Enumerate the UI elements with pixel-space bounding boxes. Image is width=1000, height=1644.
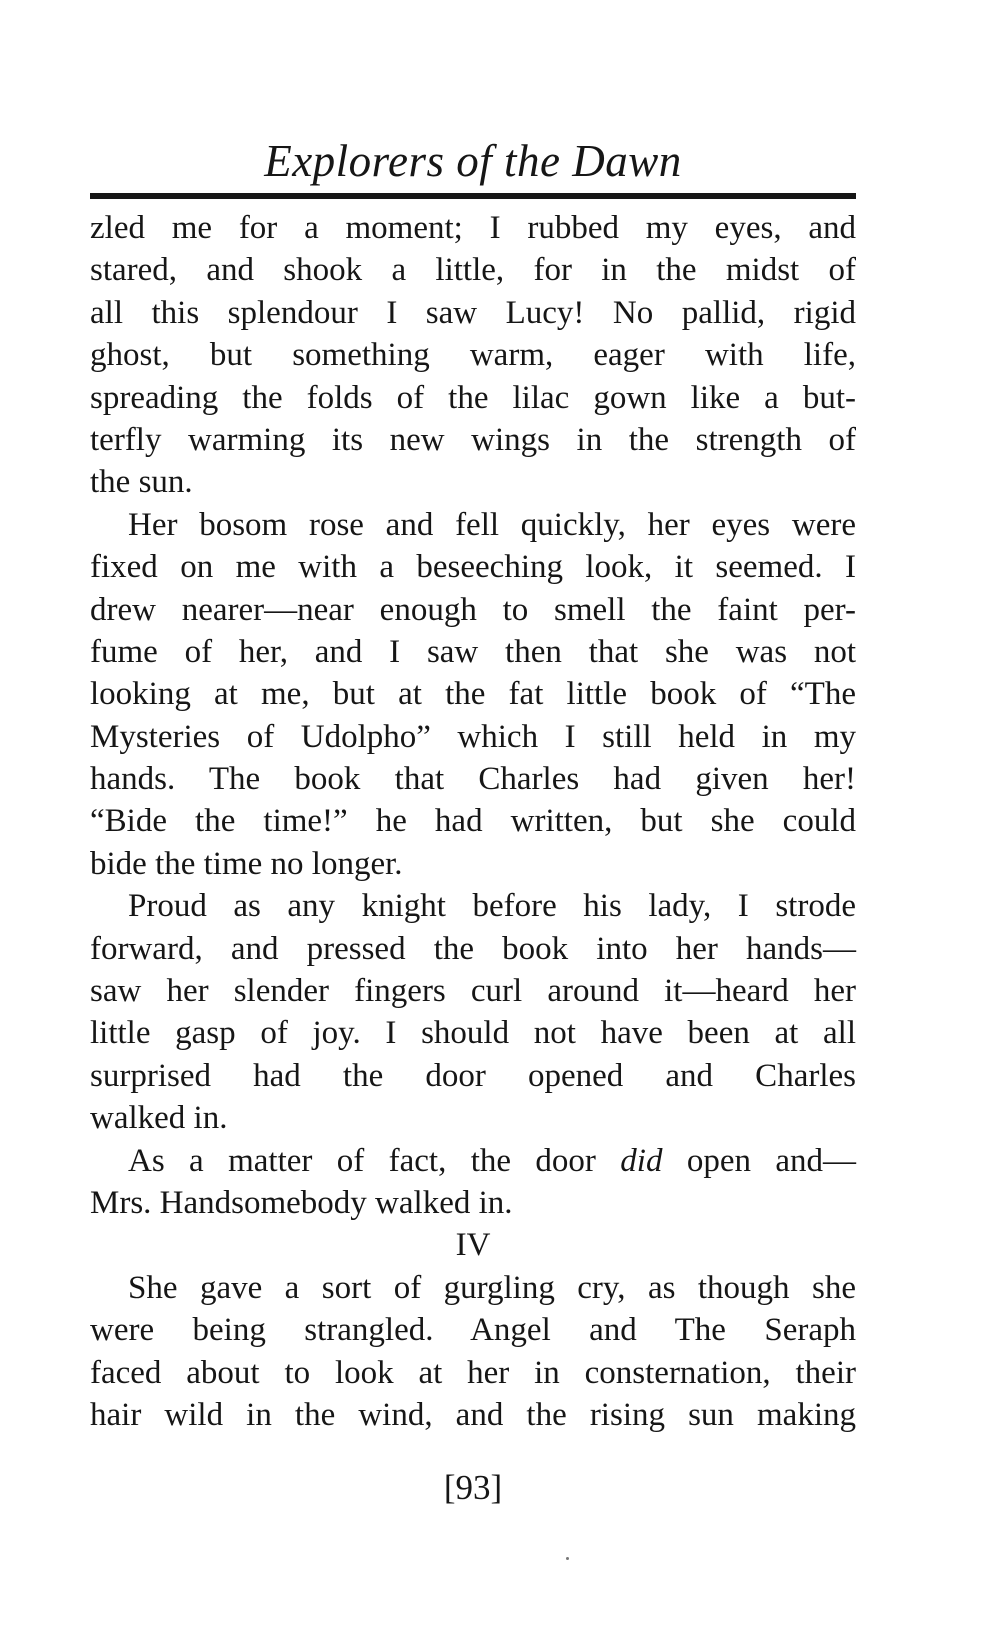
header-rule (90, 193, 856, 199)
text-line: terfly warming its new wings in the strength of (90, 421, 856, 458)
text-line: spreading the folds of the lilac gown like a but- (90, 379, 856, 416)
text-line: She gave a sort of gurgling cry, as though she (128, 1269, 856, 1306)
paragraph-3 (90, 885, 856, 1139)
text-line: little gasp of joy. I should not have been at all (90, 1015, 856, 1052)
text-line (90, 1140, 856, 1182)
text-line: walked in. (90, 1100, 228, 1137)
body-text (90, 207, 856, 1436)
text-line: saw her slender fingers curl around it—heard her (90, 973, 856, 1010)
paragraph-4 (90, 1140, 856, 1225)
text-line: surprised had the door opened and Charles (90, 1057, 856, 1094)
section-heading: IV (455, 1227, 491, 1264)
paragraph-5 (90, 1267, 856, 1437)
text-line: bide the time no longer. (90, 845, 403, 882)
text-line: fixed on me with a beseeching look, it seemed. I (90, 549, 856, 586)
text-line: forward, and pressed the book into her hands— (90, 930, 856, 967)
text-line: hands. The book that Charles had given her! (90, 761, 856, 798)
text-fragment: open and— (662, 1142, 857, 1179)
page-number: [93] (443, 1468, 503, 1507)
text-line: stared, and shook a little, for in the midst of (90, 252, 856, 289)
text-line: ghost, but something warm, eager with life, (90, 337, 856, 374)
text-line: fume of her, and I saw then that she was not (90, 633, 856, 670)
text-line: Proud as any knight before his lady, I strode (128, 888, 856, 925)
text-fragment: As a matter of fact, the door (128, 1142, 621, 1179)
text-line: faced about to look at her in consternation, their (90, 1354, 856, 1391)
text-line: all this splendour I saw Lucy! No pallid, rigid (90, 294, 856, 331)
text-line: Mrs. Handsomebody walked in. (90, 1184, 513, 1221)
text-line: Mysteries of Udolpho” which I still held in my (90, 718, 856, 755)
text-line: Her bosom rose and fell quickly, her eyes were (128, 506, 856, 543)
print-speck (566, 1557, 569, 1560)
text-line: were being strangled. Angel and The Seraph (90, 1312, 856, 1349)
text-line: “Bide the time!” he had written, but she could (90, 803, 856, 840)
running-head: Explorers of the Dawn (264, 136, 682, 186)
text-line: drew nearer—near enough to smell the faint per- (90, 591, 856, 628)
paragraph-1 (90, 207, 856, 504)
text-line: looking at me, but at the fat little book of “The (90, 676, 856, 713)
text-line: zled me for a moment; I rubbed my eyes, and (90, 210, 856, 246)
paragraph-2 (90, 504, 856, 886)
text-line: hair wild in the wind, and the rising sun making (90, 1396, 856, 1433)
text-line: the sun. (90, 464, 193, 501)
emphasized-word: did (620, 1142, 663, 1179)
